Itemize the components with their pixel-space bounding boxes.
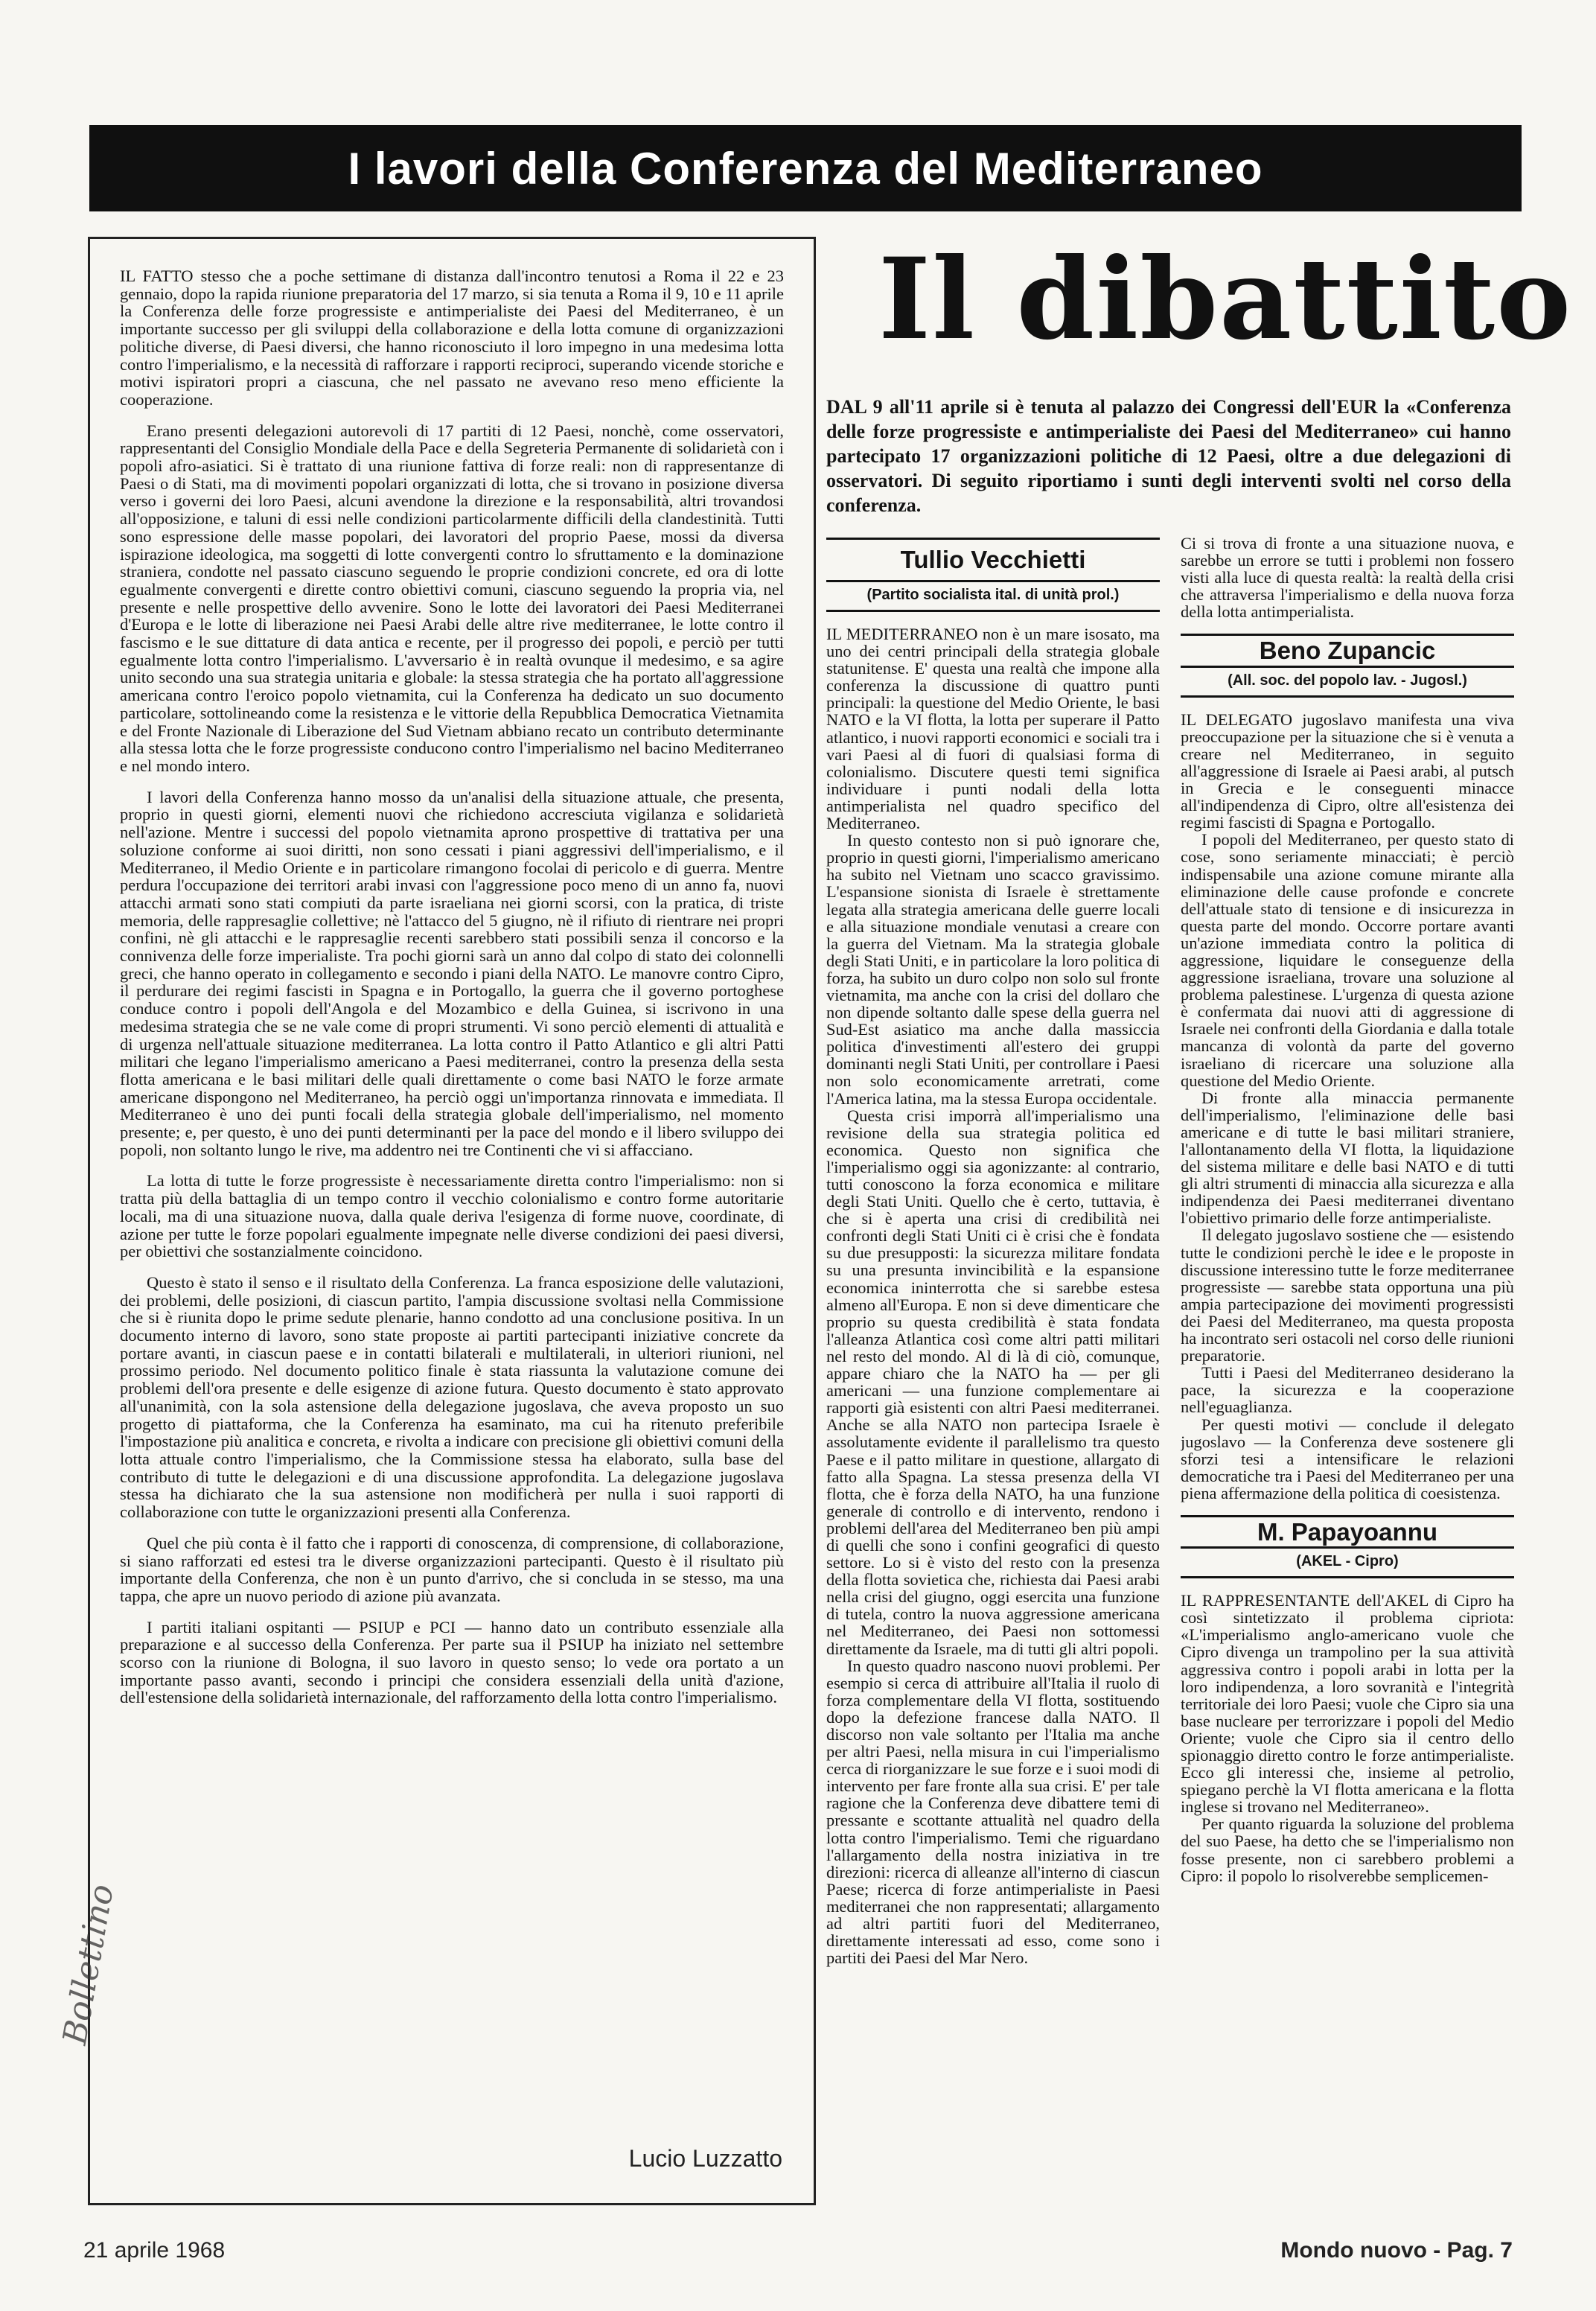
speech-paragraph: I popoli del Mediterraneo, per questo stato di cose, sono seriamente minacciati; è perciò indispensabile una azione comune mirante alla eliminazione delle cause profonde e concrete dell'attuale stato di tensione e di insicurezza in questa parte del mondo. Occorre portare avanti un'azione immediata contro la politica di aggressione, liquidare le conseguenze della aggressione israeliana, trovare una soluzione al problema palestinese. L'urgenza di questa azione è confermata dai nuovi atti di aggressione di Israele nei confronti della Giordania e dalla totale mancanza di volontà da parte del governo israeliano di ricercare una soluzione alla questione del Medio Oriente. (1181, 830, 1514, 1090)
speech-paragraph: Questa crisi imporrà all'imperialismo una revisione della sua strategia politica ed economica. Questo non significa che l'imperialismo oggi sia agonizzante: al contrario, tutti conoscono la forza economica e militare degli Stati Uniti. Quello che è certo, tuttavia, è che si è aperta una crisi di credibilità nei confronti degli Stati Uniti ci è crisi che è fondata su due presupposti: la sicurezza militare fondata su una presunta invincibilità e la espansione economica ininterrotta che si sarebbe estesa almeno all'Europa. E non si deve dimenticare che proprio su questa credibilità è stata fondata l'alleanza Atlantica così come altri patti militari nel resto del mondo. Al di là di ciò, comunque, appare chiaro che la NATO ha — per gli americani — una funzione complementare ai rapporti già esistenti con altri Paesi mediterranei. Anche se alla NATO non partecipa Israele è assolutamente evidente il parallelismo tra questo Paese e il patto militare in questione, allargato di fatto alla Spagna. La stessa presenza della VI flotta, che è forza della NATO, ha una funzione generale di controllo e di intervento, rendono i problemi dell'area del Mediterraneo ben più ampi di quelli che sono i confini geografici di questo settore. Lo si è visto del resto con la presenza della flotta sovietica che, richiesta dai Paesi arabi nella crisi del giugno, oggi esercita una funzione di tutela, contro la nuova aggressione americana nel Mediterraneo, dei Paesi non sottomessi direttamente da Israele, ma di tutti gli altri popoli. (826, 1106, 1160, 1658)
column-right (1181, 535, 1514, 2219)
article-title: Il dibattito (878, 234, 1573, 365)
footer-date: 21 aprile 1968 (83, 2238, 226, 2263)
speech-paragraph: In questo quadro nascono nuovi problemi. Per esempio si cerca di attribuire all'Italia il ruolo di forza complementare della VI flotta, sostituendo dopo la defezione francese dalla NATO. Il discorso non vale soltanto per l'Italia ma anche per altri Paesi, nella misura in cui l'imperialismo cerca di riorganizzare le sue forze e i suoi modi di intervento per fare fronte alla sua crisi. E' per tale ragione che la Conferenza deve dibattere temi di pressante e scottante attualità nel quadro della lotta contro l'imperialismo. Temi che riguardano l'allargamento della nostra iniziativa in tre direzioni: ricerca di alleanze all'interno di ciascun Paese; ricerca di forze antimperialiste in Paesi mediterranei che non rappresentati; allargamento ad altri partiti fuori del Mediterraneo, direttamente interessati ad esso, come sono i partiti dei Paesi del Mar Nero. (826, 1656, 1160, 1968)
speech-paragraph: Per questi motivi — conclude il delegato jugoslavo — la Conferenza deve sostenere gli sforzi tesi a intensificare le relazioni democratiche tra i Paesi del Mediterraneo per una piena affermazione della politica di coesistenza. (1181, 1415, 1514, 1502)
speech-paragraph: IL DELEGATO jugoslavo manifesta una viva preoccupazione per la situazione che si è venuta a creare nel Mediterraneo, in seguito all'aggressione di Israele ai Paesi arabi, al putsch in Grecia e le conseguenti minacce all'indipendenza di Cipro, oltre all'esistenza dei regimi fascisti di Spagna e Portogallo. (1181, 710, 1514, 832)
speech-paragraph: In questo contesto non si può ignorare che, proprio in questi giorni, l'imperialismo americano ha subito nel Vietnam uno scacco gravissimo. L'espansione sionista di Israele è strettamente legata alla strategia americana delle guerre locali e alla situazione mondiale venutasi a creare con la guerra del Vietnam. Ma la strategia globale degli Stati Uniti, e in particolare la loro politica di forza, ha subito un duro colpo non solo sul fronte vietnamita, ma anche con la crisi del dollaro che non dipende soltanto dalle spese della guerra nel Sud-Est asiatico ma anche dalla massiccia politica d'investimenti all'estero dei gruppi dominanti negli Stati Uniti, per controllare i Paesi non solo economicamente arretrati, come l'America latina, ma la stessa Europa occidentale. (826, 831, 1160, 1108)
editorial-box (56, 237, 816, 2205)
editorial-paragraph: Quel che più conta è il fatto che i rapporti di conoscenza, di comprensione, di collaborazione, si siano rafforzati ed estesi tra le diverse organizzazioni partecipanti. Questo è il risultato più importante della Conferenza, che non è un punto d'arrivo, che si concluda in se stesso, ma una tappa, che apre un nuovo periodo di azione più avanzata. (120, 1533, 784, 1605)
handwritten-note: Bollettino (56, 1881, 121, 2047)
speaker-party: (All. soc. del popolo lav. - Jugosl.) (1181, 666, 1514, 698)
banner-title: I lavori della Conferenza del Mediterraneo (348, 143, 1263, 194)
footer-page: Mondo nuovo - Pag. 7 (1280, 2238, 1513, 2263)
editorial-paragraph: I lavori della Conferenza hanno mosso da un'analisi della situazione attuale, che presenta, proprio in questi giorni, elementi nuovi che richiedono accresciuta vigilanza e solidarietà nell'azione. Mentre i successi del popolo vietnamita aprono prospettive di trattativa per una soluzione conforme ai suoi diritti, non sono cessati i piani aggressivi dell'imperialismo, e il Mediterraneo, il Medio Oriente e in particolare rimangono focolai di pericolo e di guerra. Mentre perdura l'occupazione dei territori arabi invasi con l'aggressione poco meno di un anno fa, nuovi attacchi armati sono stati compiuti da parte israeliana nei giorni scorsi, con la pratica, di triste memoria, delle rappresaglie collettive; nè l'attacco del 5 giugno, nè il rifiuto di rientrare nei propri confini, nè gli attacchi e le rappresaglie recenti sarebbero stati possibili senza il concorso e la connivenza delle forze imperialiste. Tra pochi giorni sarà un anno dal colpo di stato dei colonnelli greci, che hanno operato in collegamento e secondo i piani della NATO. Le manovre contro Cipro, il perdurare dei regimi fascisti in Spagna e in Portogallo, la guerra che il governo portoghese conduce contro i popoli dell'Angola e del Mozambico e della Guinea, si iscrivono in una medesima strategia che se ne vale come di propri strumenti. Vi sono perciò elementi di attualità e di urgenza nell'attuale situazione mediterranea. La lotta contro il Patto Atlantico e gli altri Patti militari che legano l'imperialismo americano a Paesi mediterranei, contro la presenza della sesta flotta americana e le basi militari delle quali direttamente o come basi NATO le forze armate americane dispongono nel Mediterraneo, ha perciò oggi un'importanza rinnovata e immediata. Il Mediterraneo è uno dei punti focali della strategia globale dell'imperialismo, nel momento presente; e, per questo, è uno dei punti determinanti per la pace del mondo e il libero sviluppo dei popoli, non soltanto lungo le rive, ma addentro nei tre Continenti che vi si affacciano. (120, 787, 784, 1159)
speech-paragraph: IL RAPPRESENTANTE dell'AKEL di Cipro ha così sintetizzato il problema cipriota: «L'imperialismo anglo-americano vuole che Cipro divenga un trampolino per la sua attività aggressiva contro i popoli arabi in lotta per la loro indipendenza, a loro sovranità e l'integrità territoriale dei loro Paesi; vuole che Cipro sia una base nucleare per terrorizzare i popoli del Medio Oriente; vuole che Cipro sia il centro dello spionaggio diretto contro le forze antimperialiste. Ecco gli interessi che, insieme al petrolio, spiegano perchè la VI flotta americana e la flotta inglese si trovano nel Mediterraneo». (1181, 1591, 1514, 1817)
speech-paragraph: Di fronte alla minaccia permanente dell'imperialismo, l'eliminazione delle basi americane e di tutte le basi militari straniere, l'allontanamento della VI flotta, la liquidazione del sistema militare e delle basi NATO e di tutti gli altri strumenti di minaccia alla sicurezza e alla indipendenza dei Paesi mediterranei diventano l'obiettivo primario delle forze antimperialiste. (1181, 1088, 1514, 1228)
editorial-paragraph: Questo è stato il senso e il risultato della Conferenza. La franca esposizione delle valutazioni, dei problemi, delle posizioni, di ciascun partito, l'ampia discussione svoltasi nella Commissione che si è riunita dopo le prime sedute plenarie, hanno condotto ad una conclusione positiva. In un documento interno di lavoro, sono state proposte ai partiti partecipanti iniziative concrete da portare avanti, in ciascun paese e in contatti bilaterali e multilaterali, in ulteriori riunioni, nel prossimo periodo. Nel documento politico finale è stata riassunta la valutazione comune dei problemi dell'ora presente e delle esigenze di azione futura. Questo documento è stato approvato all'unanimità, con la sola astensione della delegazione jugoslava, che aveva proposto un suo progetto di piattaforma, che la Conferenza ha esaminato, ma cui ha ritenuto preferibile l'impostazione più analitica e concreta, e rivolta a indicare con precisione gli obiettivi comuni della lotta attuale contro l'imperialismo, che la Commissione stessa ha elaborato, sulla base del contributo di tutte le delegazioni e di una discussione approfondita. La delegazione jugoslava stessa ha dichiarato che la sua astensione non modificherà per nulla i suoi rapporti di collaborazione con tutte le organizzazioni presenti alla Conferenza. (120, 1272, 784, 1522)
section-banner (89, 125, 1522, 211)
speaker-name: Beno Zupancic (1181, 634, 1514, 665)
editorial-paragraph: IL FATTO stesso che a poche settimane di distanza dall'incontro tenutosi a Roma il 22 e 23 gennaio, dopo la rapida riunione preparatoria del 17 marzo, si sia tenuta a Roma il 9, 10 e 11 aprile la Conferenza delle forze progressiste e antimperialiste dei Paesi del Mediterraneo, è un importante successo per gli sviluppi della collaborazione e della lotta comune di organizzazioni politiche diverse, di Paesi diversi, che hanno riconosciuto il loro impegno in una medesima lotta contro l'imperialismo, e la necessità di rafforzare i rapporti reciproci, superando vicende storiche e motivi ispiratori propri a ciascuna, che nel passato ne avevano reso meno efficiente la cooperazione. (120, 267, 784, 409)
author-signature: Lucio Luzzatto (628, 2145, 782, 2172)
speech-paragraph: Il delegato jugoslavo sostiene che — esistendo tutte le condizioni perchè le idee e le proposte in discussione interessino tutte le forze mediterranee progressiste — sarebbe stata opportuna una più ampia partecipazione dei movimenti progressisti dei Paesi del Mediterraneo, ma questa proposta ha incontrato seri ostacoli nel corso delle riunioni preparatorie. (1181, 1225, 1514, 1365)
article-intro: DAL 9 all'11 aprile si è tenuta al palazzo dei Congressi dell'EUR la «Conferenza delle forze progressiste e antimperialiste dei Paesi del Mediterraneo» cui hanno partecipato 17 organizzazioni politiche di 12 Paesi, oltre a due delegazioni di osservatori. Di seguito riportiamo i sunti degli interventi svolti nel corso della conferenza. (826, 396, 1511, 516)
speech-paragraph: IL MEDITERRANEO non è un mare isosato, ma uno dei centri principali della strategia globale statunitense. E' questa una realtà che impone alla conferenza la discussione di quattro punti principali: la questione del Medio Oriente, le basi NATO e la VI flotta, la lotta per superare il Patto atlantico, i nuovi rapporti economici e sociali tra i vari Paesi al di fuori di qualsiasi forma di colonialismo. Discutere questi temi significa individuare i punti nodali della lotta antimperialista nel quadro specifico del Mediterraneo. (826, 625, 1160, 833)
speaker-name: M. Papayoannu (1181, 1515, 1514, 1546)
column-left (826, 625, 1160, 2219)
editorial-paragraph: La lotta di tutte le forze progressiste è necessariamente diretta contro l'imperialismo: non si tratta più della battaglia di un tempo contro il vecchio colonialismo e contro forme autoritarie locali, ma di una situazione nuova, dalla quale deriva l'esigenza di forme nuove, coordinate, di azione per tutte le forze popolari egualmente impegnate nelle diverse condizioni dei paesi diversi, per obiettivi che sostanzialmente coincidono. (120, 1171, 784, 1261)
speech-paragraph: Per quanto riguarda la soluzione del problema del suo Paese, ha detto che se l'imperialismo non fosse presente, non ci sarebbero problemi a Cipro: il popolo lo risolverebbe semplicemen- (1181, 1814, 1514, 1885)
editorial-paragraph: I partiti italiani ospitanti — PSIUP e PCI — hanno dato un contributo essenziale alla preparazione e al successo della Conferenza. Per parte sua il PSIUP ha iniziato nel settembre scorso con la riunione di Bologna, il suo lavoro in questo senso; lo vede ora portato a un importante passo avanti, secondo i principi che considera essenziali della unità d'azione, dell'estensione della solidarietà internazionale, del rafforzamento della lotta contro l'imperialismo. (120, 1617, 784, 1707)
editorial-paragraph: Erano presenti delegazioni autorevoli di 17 partiti di 12 Paesi, nonchè, come osservatori, rappresentanti del Consiglio Mondiale della Pace e della Segreteria Permanente di solidarietà con i popoli afro-asiatici. Si è trattato di una riunione fattiva di forze reali: non di rappresentanze di Paesi o di Stati, ma di movimenti popolari organizzati di lotta, che si trovano in posizione diversa verso i governi dei loro Paesi, alcuni avendone la direzione e la responsabilità, altri trovandosi all'opposizione, e taluni di essi nelle condizioni particolarmente difficili della clandestinità. Tutti sono espressione delle masse popolari, dei lavoratori del proprio Paese, mossi da diversa ispirazione ideologica, ma soggetti di lotte convergenti contro lo sfruttamento e la dominazione straniera, condotte nel passato ciascuno seguendo le proprie condizioni concrete, ed ora di lotte egualmente convergenti e dirette contro obiettivi comuni, ciascuno seguendo la propria via, nel presente e nelle prospettive dello avvenire. Sono le lotte dei lavoratori dei Paesi Mediterranei d'Europa e le lotte di liberazione nei Paesi Arabi delle altre rive mediterranee, le lotte contro il fascismo e le sue dittature di data antica e recente, per il progresso dei popoli, e perciò per tutti egualmente lotta contro l'imperialismo. L'avversario è in realtà ovunque il medesimo, e sa agire unito secondo una sua strategia unitaria e globale: la stessa strategia che ha portato all'aggressione americana contro l'eroico popolo vietnamita, cui la Conferenza ha dedicato un suo documento particolare, sottolineando come la resistenza e le vittorie della Repubblica Democratica Vietnamita e del Fronte Nazionale di Liberazione del Sud Vietnam abbiano recato un contributo determinante alla stessa lotta che le forze progressiste conducono contro l'imperialismo nel bacino Mediterraneo e nel mondo intero. (120, 421, 784, 775)
speaker-name: Tullio Vecchietti (826, 538, 1160, 580)
editorial-text (120, 267, 784, 1720)
speaker-heading-vecchietti (826, 538, 1160, 625)
speaker-party: (Partito socialista ital. di unità prol.) (826, 580, 1160, 612)
speaker-party: (AKEL - Cipro) (1181, 1546, 1514, 1578)
speech-paragraph: Tutti i Paesi del Mediterraneo desiderano la pace, la sicurezza e la cooperazione nell'eguaglianza. (1181, 1363, 1514, 1417)
speech-paragraph: Ci si trova di fronte a una situazione nuova, e sarebbe un errore se tutti i problemi non fossero visti alla luce di questa realtà: la realtà della crisi che attraversa l'imperialismo e della nuova forza della lotta antimperialista. (1181, 535, 1514, 622)
